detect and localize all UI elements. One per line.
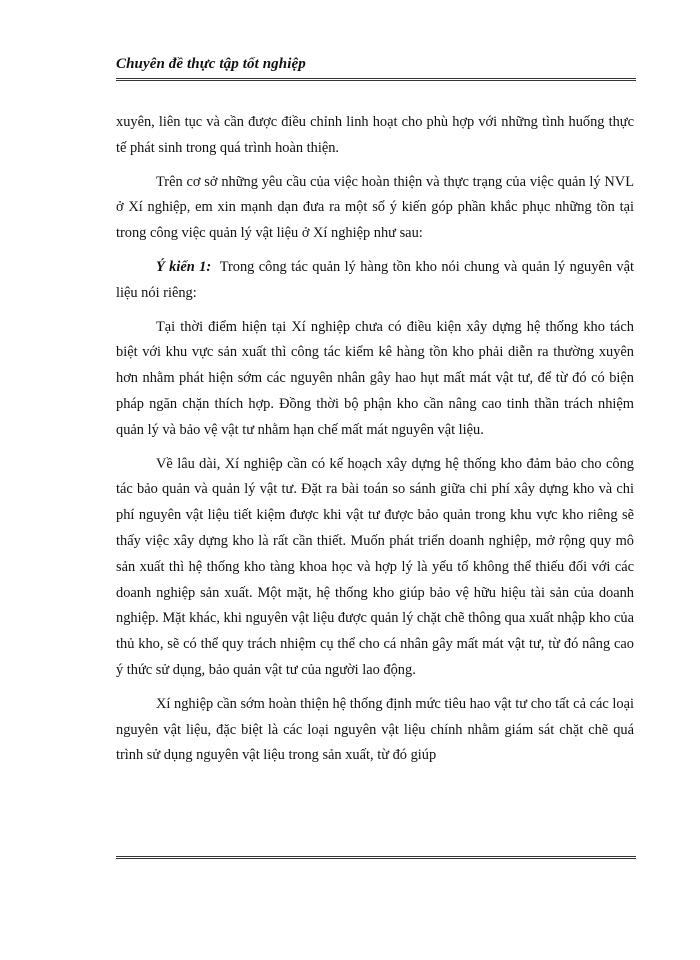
paragraph-opinion-1 <box>116 255 634 307</box>
paragraph: Xí nghiệp cần sớm hoàn thiện hệ thống định mức tiêu hao vật tư cho tất cả các loại nguyên vật liệu, đặc biệt là các loại nguyên vật liệu chính nhằm giám sát chặt chẽ quá trình sử dụng nguyên vật liệu trong sản xuất, từ đó giúp <box>116 695 634 764</box>
page-header-title: Chuyên đề thực tập tốt nghiệp <box>116 56 306 72</box>
footer-divider <box>116 856 636 859</box>
paragraph: Về lâu dài, Xí nghiệp cần có kế hoạch xây dựng hệ thống kho đảm bảo cho công tác bảo quản và quản lý vật tư. Đặt ra bài toán so sánh giữa chi phí xây dựng kho và chi phí nguyên vật liệu tiết kiệm được khi vật tư được bảo quản trong khu vực kho riêng sẽ thấy việc xây dựng kho là rất cần thiết. Muốn phát triển doanh nghiệp, mở rộng quy mô sản xuất thì hệ thống kho tàng khoa học và hợp lý là yếu tố không thể thiếu đối với các doanh nghiệp sản xuất. Một mặt, hệ thống kho giúp bảo vệ hữu hiệu tài sản của doanh nghiệp. Mặt khác, khi nguyên vật liệu được quản lý chặt chẽ thông qua xuất nhập kho của thủ kho, sẽ có thể quy trách nhiệm cụ thể cho cá nhân gây mất mát vật tư, từ đó nâng cao ý thức sử dụng, bảo quản vật tư của người lao động. <box>116 455 634 678</box>
header-divider <box>116 78 636 81</box>
opinion-text: Trong công tác quản lý hàng tồn kho nói chung và quản lý nguyên vật liệu nói riêng: <box>116 258 634 301</box>
document-body <box>116 110 634 777</box>
opinion-label: Ý kiến 1: <box>156 258 212 275</box>
paragraph: Tại thời điểm hiện tại Xí nghiệp chưa có điều kiện xây dựng hệ thống kho tách biệt với khu vực sản xuất thì công tác kiểm kê hàng tồn kho phải diễn ra thường xuyên hơn nhằm phát hiện sớm các nguyên nhân gây hao hụt mất mát vật tư, để từ đó có biện pháp ngăn chặn thích hợp. Đồng thời bộ phận kho cần nâng cao tinh thần trách nhiệm quản lý và bảo vệ vật tư nhằm hạn chế mất mát nguyên vật liệu. <box>116 318 634 438</box>
paragraph: xuyên, liên tục và cần được điều chỉnh linh hoạt cho phù hợp với những tình huống thực tế phát sinh trong quá trình hoàn thiện. <box>116 114 634 156</box>
paragraph: Trên cơ sở những yêu cầu của việc hoàn thiện và thực trạng của việc quản lý NVL ở Xí nghiệp, em xin mạnh dạn đưa ra một số ý kiến góp phần khắc phục những tồn tại trong công việc quản lý vật liệu ở Xí nghiệp như sau: <box>116 173 634 242</box>
